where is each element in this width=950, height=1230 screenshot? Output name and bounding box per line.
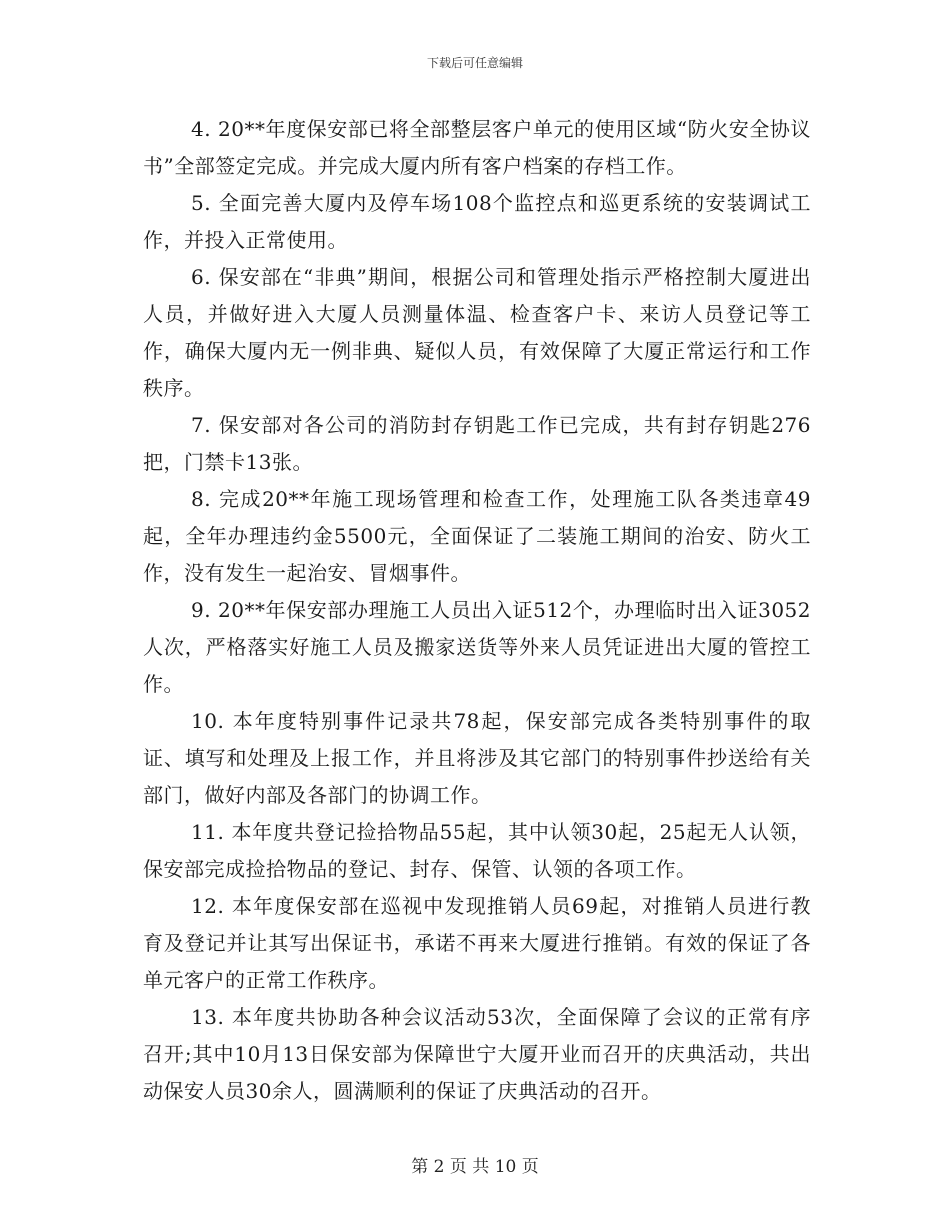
paragraph-item-13: 13. 本年度共协助各种会议活动53次，全面保障了会议的正常有序召开;其中10月13日保安部为保障世宁大厦开业而召开的庆典活动，共出动保安人员30余人，圆满顺利的保证了庆典活动的召开。 [143,1005,811,1103]
paragraph-item-5: 5. 全面完善大厦内及停车场108个监控点和巡更系统的安装调试工作，并投入正常使用。 [143,191,811,252]
paragraph-item-4: 4. 20**年度保安部已将全部整层客户单元的使用区域“防火安全协议书”全部签定完成。并完成大厦内所有客户档案的存档工作。 [143,117,811,178]
page-number-footer: 第 2 页 共 10 页 [411,1157,539,1177]
paragraph-item-6: 6. 保安部在“非典”期间，根据公司和管理处指示严格控制大厦进出人员，并做好进入大厦人员测量体温、检查客户卡、来访人员登记等工作，确保大厦内无一例非典、疑似人员，有效保障了大厦正常运行和工作秩序。 [143,265,811,400]
header-note: 下载后可任意编辑 [426,56,523,70]
paragraph-item-7: 7. 保安部对各公司的消防封存钥匙工作已完成，共有封存钥匙276把，门禁卡13张。 [143,413,811,474]
paragraph-item-11: 11. 本年度共登记捡拾物品55起，其中认领30起，25起无人认领，保安部完成捡拾物品的登记、封存、保管、认领的各项工作。 [143,820,811,881]
document-body [143,111,811,1110]
paragraph-item-9: 9. 20**年保安部办理施工人员出入证512个，办理临时出入证3052人次，严格落实好施工人员及搬家送货等外来人员凭证进出大厦的管控工作。 [143,598,811,696]
paragraph-item-8: 8. 完成20**年施工现场管理和检查工作，处理施工队各类违章49起，全年办理违约金5500元，全面保证了二装施工期间的治安、防火工作，没有发生一起治安、冒烟事件。 [143,487,811,585]
paragraph-item-10: 10. 本年度特别事件记录共78起，保安部完成各类特别事件的取证、填写和处理及上报工作，并且将涉及其它部门的特别事件抄送给有关部门，做好内部及各部门的协调工作。 [143,709,811,807]
paragraph-item-12: 12. 本年度保安部在巡视中发现推销人员69起，对推销人员进行教育及登记并让其写出保证书，承诺不再来大厦进行推销。有效的保证了各单元客户的正常工作秩序。 [143,894,811,992]
